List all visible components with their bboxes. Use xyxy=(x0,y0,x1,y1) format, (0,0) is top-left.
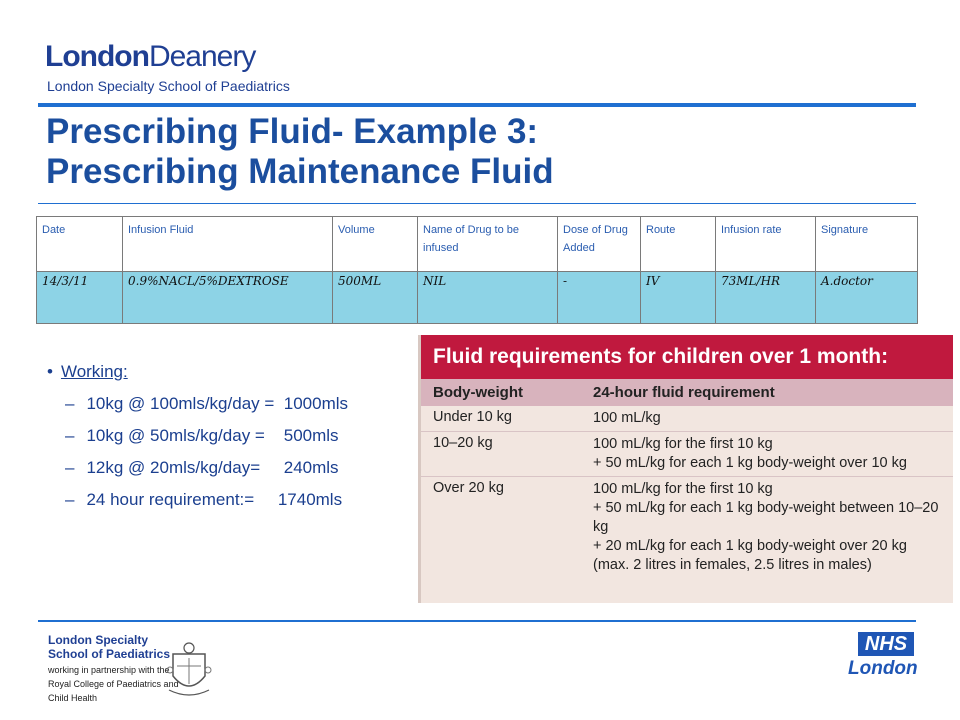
bullet-dot: • xyxy=(47,362,53,381)
excerpt-weight: Over 20 kg xyxy=(433,480,504,496)
working-line-text: 24 hour requirement:= 1740mls xyxy=(86,490,343,509)
table-header-row xyxy=(37,217,918,272)
excerpt-column-headers xyxy=(421,379,953,406)
excerpt-col-weight: Body-weight xyxy=(433,384,523,401)
working-line: – 10kg @ 100mls/kg/day = 1000mls xyxy=(65,394,349,413)
footer-partnership: working in partnership with the Royal College of Paediatrics and Child Health xyxy=(48,665,179,703)
logo-deanery: Deanery xyxy=(148,40,256,73)
cell-volume: 500ML xyxy=(333,272,418,324)
excerpt-requirement: 100 mL/kg for the first 10 kg + 50 mL/kg for each 1 kg body-weight between 10–20 kg + 20 mL/kg for each 1 kg body-weight over 20 kg (max. 2 litres in females, 2.5 litres in males) xyxy=(593,481,939,573)
cell-route: IV xyxy=(641,272,716,324)
title-line-2: Prescribing Maintenance Fluid xyxy=(46,152,554,191)
cell-signature: A.doctor xyxy=(816,272,918,324)
excerpt-heading: Fluid requirements for children over 1 month: xyxy=(421,335,953,379)
footer-divider xyxy=(38,620,916,622)
prescription-table xyxy=(36,216,918,324)
working-line-text: 10kg @ 100mls/kg/day = 1000mls xyxy=(86,394,349,413)
excerpt-requirement: 100 mL/kg for the first 10 kg + 50 mL/kg for each 1 kg body-weight over 10 kg xyxy=(593,436,907,471)
working-line-text: 12kg @ 20mls/kg/day= 240mls xyxy=(86,458,339,477)
excerpt-row xyxy=(421,477,953,578)
title-divider xyxy=(38,203,916,204)
fluid-requirements-excerpt xyxy=(418,335,953,603)
excerpt-row xyxy=(421,432,953,477)
excerpt-requirement: 100 mL/kg xyxy=(593,410,661,426)
working-bullet xyxy=(47,362,348,382)
header-signature: Signature xyxy=(816,217,918,272)
london-deanery-logo xyxy=(45,40,255,74)
footer-school-name: London Specialty School of Paediatrics xyxy=(48,633,171,661)
cell-date: 14/3/11 xyxy=(37,272,123,324)
header-drug-name: Name of Drug to be infused xyxy=(418,217,558,272)
working-section xyxy=(47,362,348,522)
excerpt-col-requirement: 24-hour fluid requirement xyxy=(593,384,775,401)
header-volume: Volume xyxy=(333,217,418,272)
header-divider xyxy=(38,103,916,107)
header-infusion-fluid: Infusion Fluid xyxy=(123,217,333,272)
cell-dose: - xyxy=(558,272,641,324)
title-line-1: Prescribing Fluid- Example 3: xyxy=(46,112,539,151)
working-line-text: 10kg @ 50mls/kg/day = 500mls xyxy=(86,426,339,445)
working-line: – 12kg @ 20mls/kg/day= 240mls xyxy=(65,458,339,477)
cell-infusion-fluid: 0.9%NACL/5%DEXTROSE xyxy=(123,272,333,324)
header-dose: Dose of Drug Added xyxy=(558,217,641,272)
working-line: – 10kg @ 50mls/kg/day = 500mls xyxy=(65,426,339,445)
cell-infusion-rate: 73ML/HR xyxy=(716,272,816,324)
logo-london: London xyxy=(45,40,149,73)
working-line: – 24 hour requirement:= 1740mls xyxy=(65,490,343,509)
nhs-region: London xyxy=(848,658,918,679)
slide-title xyxy=(46,112,554,192)
excerpt-weight: Under 10 kg xyxy=(433,409,512,425)
header-date: Date xyxy=(37,217,123,272)
rcpch-crest-icon xyxy=(165,640,213,702)
cell-drug-name: NIL xyxy=(418,272,558,324)
excerpt-weight: 10–20 kg xyxy=(433,435,493,451)
excerpt-row xyxy=(421,406,953,432)
header-infusion-rate: Infusion rate xyxy=(716,217,816,272)
table-row xyxy=(37,272,918,324)
header-route: Route xyxy=(641,217,716,272)
school-name: London Specialty School of Paediatrics xyxy=(47,78,290,94)
working-heading: Working: xyxy=(60,362,128,381)
nhs-logo: NHS xyxy=(858,632,914,656)
